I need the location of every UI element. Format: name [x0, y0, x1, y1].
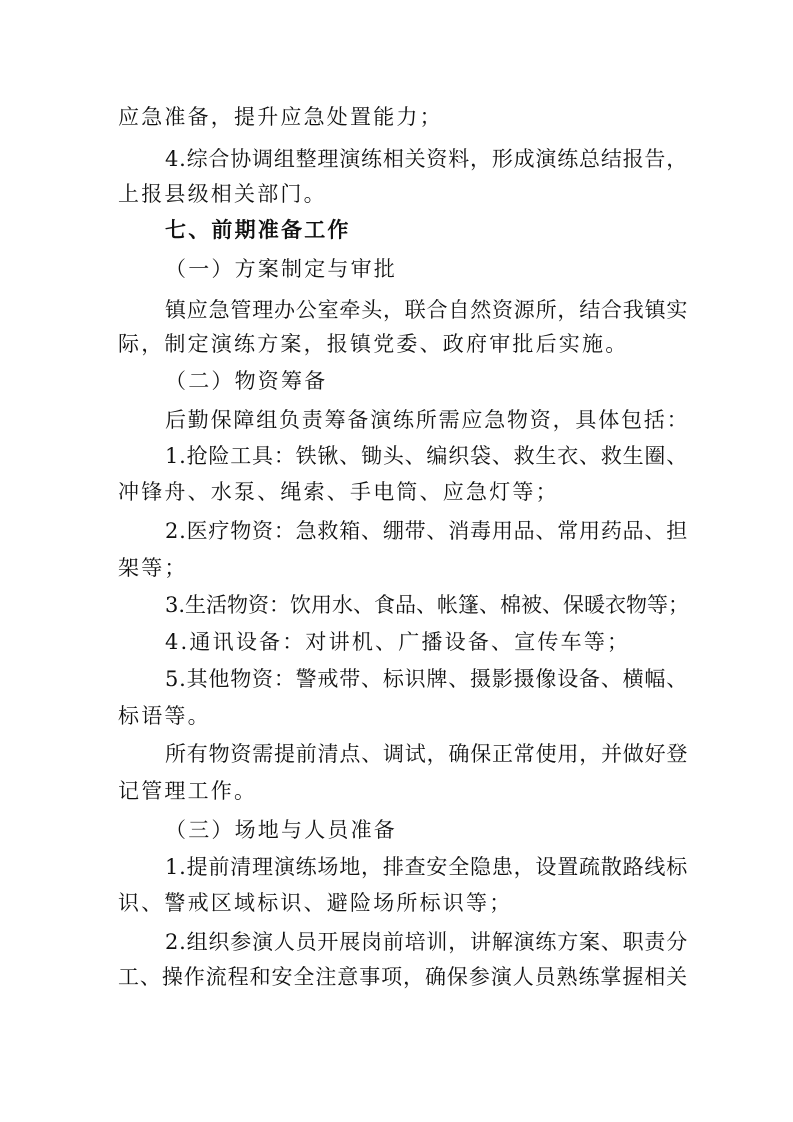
list-item-text: 1.抢险工具：铁锹、锄头、编织袋、救生衣、救生圈、 [165, 444, 689, 468]
list-item-text: 1.提前清理演练场地，排查安全隐患，设置疏散路线标 [165, 855, 689, 879]
paragraph-text: 镇应急管理办公室牵头，联合自然资源所，结合我镇实 [165, 298, 689, 322]
list-item-text: 3.生活物资：饮用水、食品、帐篷、棉被、保暖衣物等； [165, 593, 690, 617]
list-item-text: 2.医疗物资：急救箱、绷带、消毒用品、常用药品、担 [165, 519, 689, 543]
body-text-line: 上报县级相关部门。 [118, 182, 327, 206]
body-text-line: 冲锋舟、水泵、绳索、手电筒、应急灯等； [118, 480, 559, 504]
body-text-line: 工、操作流程和安全注意事项，确保参演人员熟练掌握相关 [118, 965, 688, 989]
body-text-line: 应急准备，提升应急处置能力； [118, 105, 443, 129]
body-text-line: 标语等。 [118, 704, 211, 728]
section-heading: 七、前期准备工作 [165, 218, 351, 242]
subsection-heading: （二）物资筹备 [165, 369, 328, 393]
body-text-line: 识、警戒区域标识、避险场所标识等； [118, 891, 513, 915]
subsection-heading: （一）方案制定与审批 [165, 257, 397, 281]
paragraph-text: 后勤保障组负责筹备演练所需应急物资，具体包括： [165, 408, 690, 432]
list-item-text: 4.综合协调组整理演练相关资料，形成演练总结报告， [165, 147, 689, 171]
list-item-text: 5.其他物资：警戒带、标识牌、摄影摄像设备、横幅、 [165, 667, 689, 691]
list-item-text: 4.通讯设备：对讲机、广播设备、宣传车等； [165, 630, 631, 654]
list-item-text: 2.组织参演人员开展岗前培训，讲解演练方案、职责分 [165, 930, 689, 954]
body-text-line: 记管理工作。 [118, 779, 258, 803]
body-text-line: 际，制定演练方案，报镇党委、政府审批后实施。 [118, 332, 629, 356]
subsection-heading: （三）场地与人员准备 [165, 818, 397, 842]
paragraph-text: 所有物资需提前清点、调试，确保正常使用，并做好登 [165, 742, 689, 766]
body-text-line: 架等； [118, 556, 188, 580]
